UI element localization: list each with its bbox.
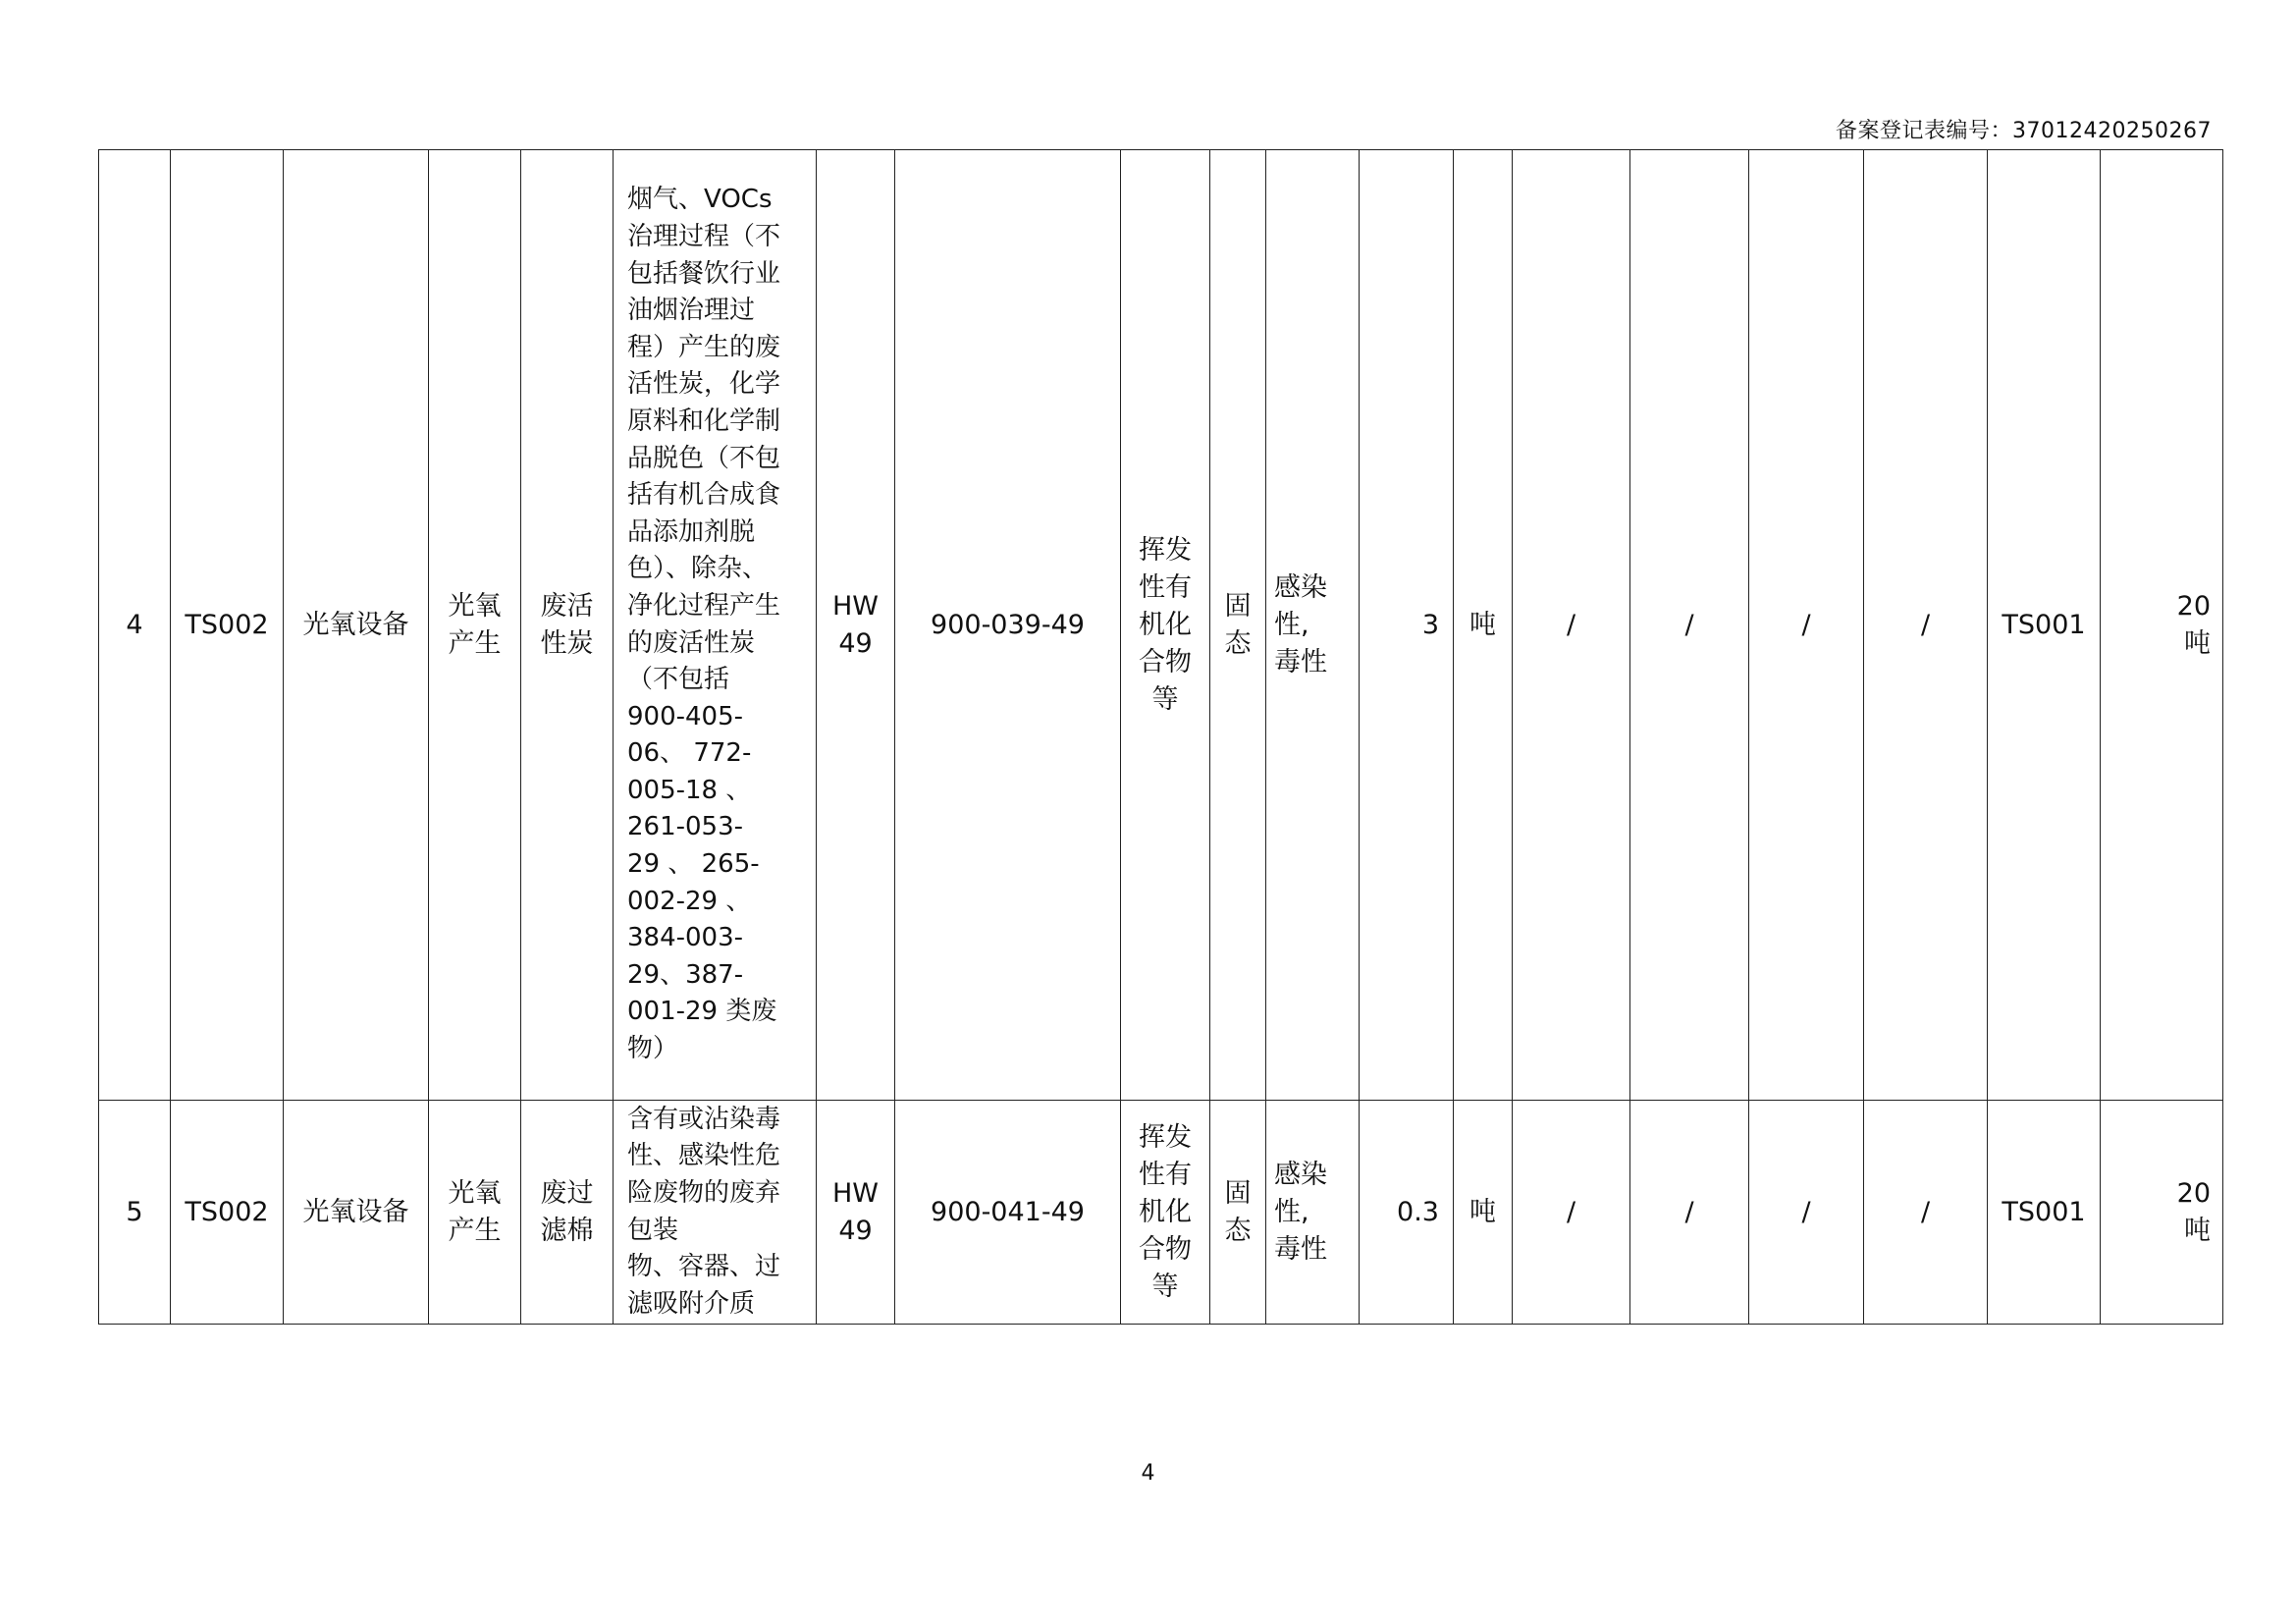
hazard-property: 感染 性, 毒性 (1266, 1101, 1360, 1325)
waste-name: 废过 滤棉 (521, 1101, 614, 1325)
physical-form: 固 态 (1210, 150, 1266, 1101)
slash-cell: / (1864, 150, 1988, 1101)
waste-category: HW 49 (817, 1101, 895, 1325)
row-index: 5 (99, 1101, 171, 1325)
waste-category: HW 49 (817, 150, 895, 1101)
amount-unit: 吨 (1454, 1101, 1513, 1325)
slash-cell: / (1864, 1101, 1988, 1325)
physical-form: 固 态 (1210, 1101, 1266, 1325)
row-index: 4 (99, 150, 171, 1101)
waste-code: 900-041-49 (895, 1101, 1121, 1325)
slash-cell: / (1630, 1101, 1749, 1325)
facility-code: TS002 (171, 150, 284, 1101)
storage-code: TS001 (1988, 1101, 2101, 1325)
page-number: 4 (1141, 1461, 1155, 1486)
waste-code: 900-039-49 (895, 150, 1121, 1101)
slash-cell: / (1749, 1101, 1864, 1325)
annual-amount: 0.3 (1360, 1101, 1454, 1325)
waste-description: 含有或沾染毒 性、感染性危 险废物的废弃 包装 物、容器、过 滤吸附介质 (614, 1101, 817, 1325)
waste-description: 烟气、VOCs 治理过程（不 包括餐饮行业 油烟治理过 程）产生的废 活性炭，化学 原料和化学制 品脱色（不包 括有机合成食 品添加剂脱 色）、除杂、 净化过程产生 的废活性炭 （不包括 900-405- 06、 772- 005-18 、 261-053- 29 、 265- 002-29 、 384-003- 29、387- 001-29 类废 物） (614, 150, 817, 1101)
storage-capacity: 20 吨 (2101, 1101, 2223, 1325)
slash-cell: / (1513, 1101, 1630, 1325)
waste-source: 光氧 产生 (429, 150, 521, 1101)
amount-unit: 吨 (1454, 150, 1513, 1101)
storage-capacity: 20 吨 (2101, 150, 2223, 1101)
facility-code: TS002 (171, 1101, 284, 1325)
registration-number: 备案登记表编号：370124202502​67 (1836, 119, 2212, 143)
facility-name: 光氧设备 (284, 1101, 429, 1325)
facility-name: 光氧设备 (284, 150, 429, 1101)
slash-cell: / (1749, 150, 1864, 1101)
table-row (99, 1101, 2223, 1325)
hazardous-waste-table (98, 149, 2223, 1325)
hazard-component: 挥发 性有 机化 合物 等 (1121, 150, 1210, 1101)
waste-source: 光氧 产生 (429, 1101, 521, 1325)
table-row (99, 150, 2223, 1101)
hazard-property: 感染 性, 毒性 (1266, 150, 1360, 1101)
slash-cell: / (1513, 150, 1630, 1101)
waste-name: 废活 性炭 (521, 150, 614, 1101)
annual-amount: 3 (1360, 150, 1454, 1101)
hazard-component: 挥发 性有 机化 合物 等 (1121, 1101, 1210, 1325)
slash-cell: / (1630, 150, 1749, 1101)
storage-code: TS001 (1988, 150, 2101, 1101)
